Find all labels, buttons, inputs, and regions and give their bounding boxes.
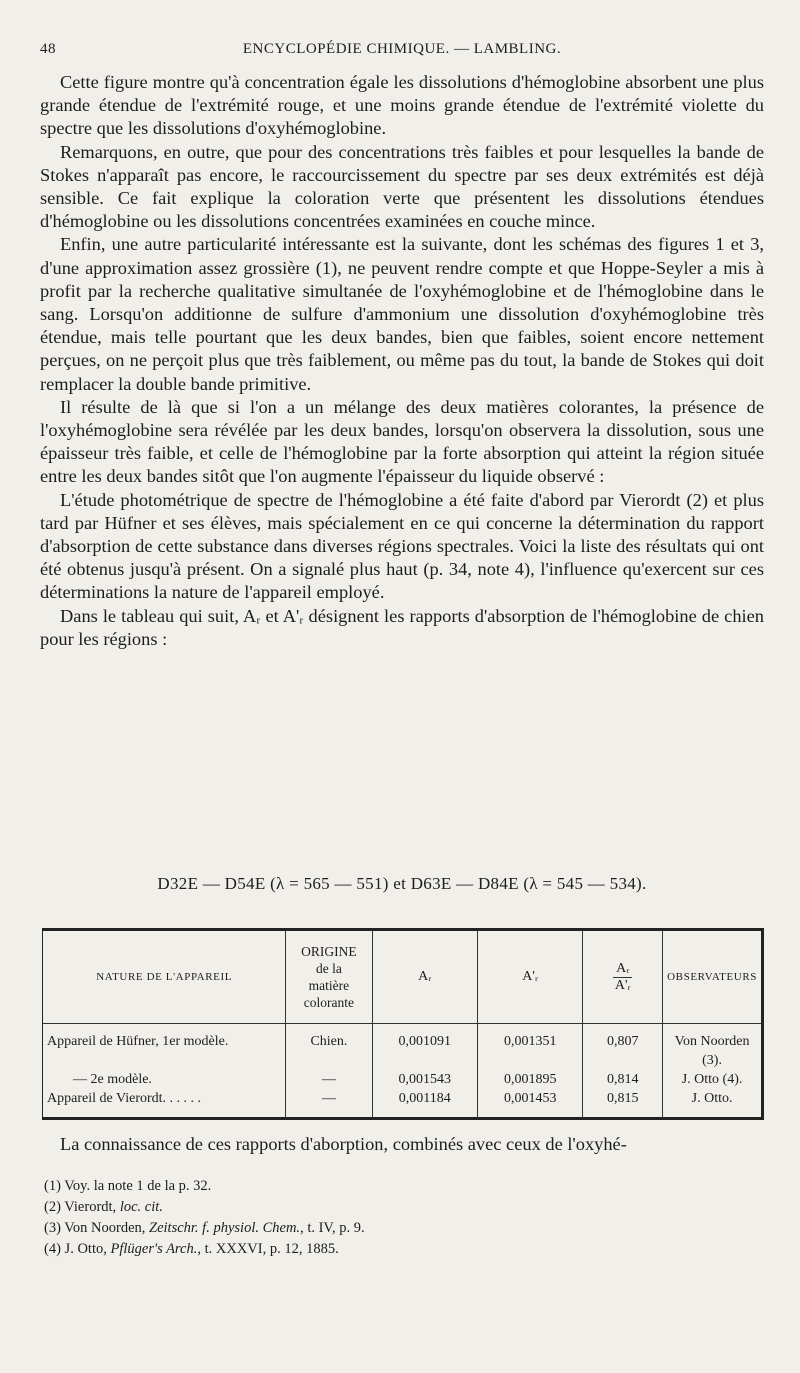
header-origine-line: matière xyxy=(308,978,350,993)
running-title: ENCYCLOPÉDIE CHIMIQUE. — LAMBLING. xyxy=(242,41,562,57)
footnote xyxy=(40,1197,764,1218)
absorption-table xyxy=(42,928,764,1120)
footnote-tail: , t. XXXVI, p. 12, 1885. xyxy=(197,1241,339,1257)
header-origine-line: ORIGINE xyxy=(301,944,357,959)
header-nature: NATURE DE L'APPAREIL xyxy=(43,931,286,1024)
header-ratio xyxy=(583,931,663,1024)
footnote-tail: , t. IV, p. 9. xyxy=(300,1220,365,1236)
ratio-numerator: Aᵣ xyxy=(613,961,632,978)
table-row xyxy=(43,1070,761,1089)
cell-ar-prime: 0,001453 xyxy=(478,1089,583,1118)
footnote-citation: Pflüger's Arch. xyxy=(110,1241,198,1257)
spectral-regions-formula: D32E — D54E (λ = 565 — 551) et D63E — D84E (λ = 545 — 534). xyxy=(157,874,647,893)
cell-origine: Chien. xyxy=(286,1024,372,1071)
cell-observateur: J. Otto. xyxy=(691,1091,733,1106)
cell-ar: 0,001543 xyxy=(372,1070,477,1089)
header-observateurs: OBSERVATEURS xyxy=(663,931,761,1024)
cell-ar: 0,001091 xyxy=(372,1024,477,1071)
page-number: 48 xyxy=(40,41,56,57)
cell-observateur: J. Otto (4). xyxy=(681,1072,743,1087)
paragraph: L'étude photométrique de spectre de l'hémoglobine a été faite d'abord par Vierordt (2) et plus tard par Hüfner et ses élèves, mais spécialement en ce qui concerne la détermination du rapport d'absorption de cette substance dans diverses régions spectrales. Voici la liste des résultats qui ont été obtenus jusqu'à présent. On a signalé plus haut (p. 34, note 4), l'influence qu'exercent sur ces déterminations la nature de l'appareil employé. xyxy=(40,489,764,603)
cell-appareil: — 2e modèle. xyxy=(43,1070,286,1089)
footnote xyxy=(40,1239,764,1260)
cell-origine: — xyxy=(286,1070,372,1089)
ratio-denominator: A'ᵣ xyxy=(614,977,631,993)
cell-observateur: Von Noorden (3). xyxy=(674,1034,750,1068)
footnote-number: (2) xyxy=(44,1199,61,1215)
continuation-text: La connaissance de ces rapports d'aborption, combinés avec ceux de l'oxyhé- xyxy=(60,1134,627,1154)
table-row xyxy=(43,1024,761,1071)
paragraph: Enfin, une autre particularité intéressante est la suivante, dont les schémas des figures 1 et 3, d'une approximation assez grossière (1), ne peuvent rendre compte et que Hoppe-Seyler a mis à profit par la recherche qualitative simultanée de l'oxyhémoglobine et de l'hémoglobine dans le sang. Lorsqu'on additionne de sulfure d'ammonium une dissolution d'oxyhémoglobine très étendue, mais telle pourtant que les deux bandes, bien que faibles, soient encore nettement perçues, on ne perçoit plus que très faiblement, ou même pas du tout, la bande de Stokes qui doit remplacer la double bande primitive. xyxy=(40,234,764,394)
cell-ratio: 0,807 xyxy=(583,1024,663,1071)
cell-ratio: 0,814 xyxy=(583,1070,663,1089)
cell-origine: — xyxy=(286,1089,372,1118)
cell-ar: 0,001184 xyxy=(372,1089,477,1118)
footnote-text: Vierordt, xyxy=(64,1199,120,1215)
paragraph: Dans le tableau qui suit, Aᵣ et A'ᵣ désignent les rapports d'absorption de l'hémoglobine de chien pour les régions : xyxy=(40,605,764,649)
footnote-citation: loc. cit. xyxy=(119,1199,163,1215)
footnote-citation: Zeitschr. f. physiol. Chem. xyxy=(149,1220,301,1236)
paragraph: Remarquons, en outre, que pour des concentrations très faibles et pour lesquelles la bande de Stokes n'apparaît pas encore, le raccourcissement du spectre par ses deux extrémités est déjà sensible. Ce fait explique la coloration verte que présentent les dissolutions étendues d'hémoglobine ou les dissolutions concentrées examinées en couche mince. xyxy=(40,141,764,232)
footnote-text: Voy. la note 1 de la p. 32. xyxy=(64,1178,212,1194)
page-header xyxy=(40,41,764,65)
cell-appareil: Appareil de Hüfner, 1er modèle. xyxy=(43,1024,286,1071)
header-origine-line: de la xyxy=(315,961,342,976)
paragraph: Il résulte de là que si l'on a un mélange des deux matières colorantes, la présence de l'oxyhémoglobine sera révélée par les deux bandes, lorsqu'on observera la dissolution, sous une épaisseur très faible, et celle de l'hémoglobine par la forte absorption qui atteint la région située entre les deux bandes sitôt que l'on augmente l'épaisseur du liquide observé : xyxy=(40,396,764,487)
cell-ar-prime: 0,001351 xyxy=(478,1024,583,1071)
footnote xyxy=(40,1176,764,1197)
paragraph: Cette figure montre qu'à concentration égale les dissolutions d'hémoglobine absorbent une plus grande étendue de l'extrémité rouge, et une moins grande étendue de l'extrémité violette du spectre que les dissolutions d'oxyhémoglobine. xyxy=(40,72,764,139)
cell-ratio: 0,815 xyxy=(583,1089,663,1118)
footnote-number: (4) xyxy=(44,1241,61,1257)
cell-appareil: Appareil de Vierordt. . . . . . xyxy=(43,1089,286,1118)
header-origine xyxy=(286,931,372,1024)
header-ar: Aᵣ xyxy=(372,931,477,1024)
footnotes xyxy=(40,1176,764,1260)
cell-ar-prime: 0,001895 xyxy=(478,1070,583,1089)
header-ar-prime: A'ᵣ xyxy=(478,931,583,1024)
table-row xyxy=(43,1089,761,1118)
footnote xyxy=(40,1218,764,1239)
body-text xyxy=(40,71,764,651)
footnote-text: J. Otto, xyxy=(64,1241,111,1257)
header-origine-line: colorante xyxy=(303,995,355,1010)
footnote-text: Von Noorden, xyxy=(64,1220,150,1236)
footnote-number: (1) xyxy=(44,1178,61,1194)
footnote-number: (3) xyxy=(44,1220,61,1236)
